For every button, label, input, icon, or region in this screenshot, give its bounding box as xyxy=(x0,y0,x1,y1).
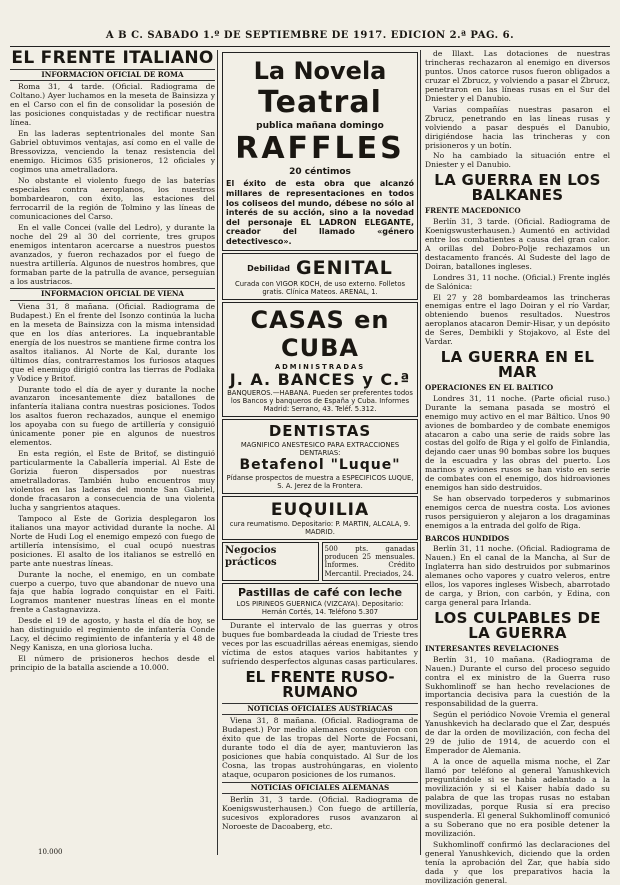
article-paragraph: Durante el intervalo de las guerras y otros buques fue bombardeada la ciudad de Trieste tres veces por las escuadrillas aéreas enemigas, siendo víctima de estos ataques varios habitantes y sufriendo desperfectos algunas casas particulares. xyxy=(222,620,419,666)
article-paragraph: Berlín 31, 3 tarde. (Oficial. Radiograma de Koenigswusterhausen.) Aumentó en actividad entre los combatientes a causa del gran calor. A orillas del Dobro-Polje rechazamos un destacamento francés. Al Sudeste del lago de Doiran, batallones ingleses. xyxy=(425,216,610,271)
article-paragraph: A la once de aquella misma noche, el Zar llamó por teléfono al general Yanushkevich preguntándole si se había adelantado a la movilización y si el Kaiser había dado su palabra de que las tropas rusas no estaban movilizadas, porque Rusia sí era preciso suspenderla. El general Sukhomlinoff comunicó a su Soberano que no era posible detener la movilización. xyxy=(425,757,610,838)
ad-dentistas xyxy=(222,419,418,493)
headline-balkans: LA GUERRA EN LOS BALKANES xyxy=(434,171,601,205)
article-paragraph: Durante todo el día de ayer y durante la noche avanzaron incesantemente diez batallones de infantería italiana contra nuestras posiciones. Todos los asaltos fueron rechazados, aunque el enemigo los apoyaba con su fuego de artillería y consiguió únicamente poner pie en algunos de nuestros elementos. xyxy=(10,384,215,448)
article-paragraph: Londres 31, 11 noche. (Parte oficial ruso.) Durante la semana pasada se mostró el enemigo muy activo en el mar Báltico. Unos 90 aviones de bombardeo y de combate enemigos atacaron a cabo una serie de raids sobre las costas del golfo de Riga y el golfo de Finlandia, dejando caer unas 90 bombas sobre los buques de la escuadra y las obras del puerto. Los marinos y aviones rusos se han visto en serie de combates con el enemigo, dos hidroaviones enemigos han sido destruidos. xyxy=(425,393,610,493)
ad-genital-left: Debilidad xyxy=(247,263,291,273)
ad-genital-text: Curada con VIGOR KOCH, de uso externo. Folletos gratis. Clínica Mateos. ARENAL, 1. xyxy=(234,279,406,296)
ad-dent-title: DENTISTAS xyxy=(268,422,372,441)
ad-pas-text: LOS PIRINEOS GUERNICA (VIZCAYA). Depositario: Hernán Cortés, 14. Teléfono 5.307 xyxy=(236,599,404,616)
article-paragraph: Durante la noche, el enemigo, en un combate cuerpo a cuerpo, tuvo que abandonar de nuevo una faja que había logrado conquistar en el Faiti. Logramos mantener nuestras líneas en el monte frente a Castagnavizza. xyxy=(10,569,215,615)
headline-sea-war: LA GUERRA EN EL MAR xyxy=(440,348,595,382)
article-paragraph: Sukhomlinoff confirmó las declaraciones del general Yanushkevich, diciendo que la orden tenía la aprobación del Zar, que había sido dada y que los preparativos hacia la movilización general. xyxy=(425,839,610,885)
ad-neg-title: Negocios prácticos xyxy=(225,544,277,568)
article-paragraph: Según el periódico Novoie Vremia el general Yanushkevich ha declarado que el Zar, después de dar la orden de movilización, con fecha del 29 de julio de 1914, de acuerdo con el Emperador de Alemania. xyxy=(425,710,610,756)
article-paragraph: Desde el 19 de agosto, y hasta el día de hoy, se han distinguido el regimiento de infantería Conde Lacy, el décimo regimiento de infantería y el 48 de Negy Kanisza, en una gloriosa lucha. xyxy=(10,616,215,653)
ad-negocios xyxy=(222,542,418,581)
subhead-revelations: INTERESANTES REVELACIONES xyxy=(425,644,559,654)
ad-novela-raffles: RAFFLES xyxy=(235,131,405,167)
article-paragraph: El número de prisioneros hechos desde el principio de la batalla asciende a 10.000. xyxy=(10,654,215,673)
ad-cuba-text: BANQUEROS.—HABANA. Pueden ser preferentes todos los Bancos y banqueros de España y Cuba. Informes Madrid: Serrano, 43. Teléf. 5.312. xyxy=(227,389,413,414)
article-paragraph: Berlín 31, 10 mañana. (Radiograma de Nauen.) Durante el curso del proceso seguido contra el ex ministro de la Guerra ruso Sukhomlinoff se han hecho revelaciones de importancia decisiva para la cuestión de la responsabilidad de la guerra. xyxy=(425,654,610,709)
headline-culprits: LOS CULPABLES DE LA GUERRA xyxy=(434,609,601,643)
ad-neg-title-box xyxy=(222,542,319,581)
ad-euq-title: EUQUILIA xyxy=(270,499,370,520)
article-paragraph: Berlín 31, 3 tarde. (Oficial. Radiograma de Koenigswusterhausen.) Con fuego de artillería, sucesivos exploradores rusos avanzaron al Noroeste de Dacoaberg, etc. xyxy=(222,795,418,832)
subhead-sunk-ships: BARCOS HUNDIDOS xyxy=(425,534,510,543)
article-paragraph: En el valle Concei (valle del Ledro), y durante la noche del 29 al 30 del corriente, tres grupos enemigos intentaron acercarse a nuestros puestos avanzados, y fueron rechazados por el fuego de nuestra artillería. Algunos de nuestros hombres, que formaban parte de la patrulla de avance, perseguían a los austriacos. xyxy=(10,222,215,286)
subhead-austrian: NOTICIAS OFICIALES AUSTRIACAS xyxy=(222,703,418,715)
column-ads xyxy=(222,50,418,855)
ad-dent-brand: Betafenol "Luque" xyxy=(239,457,401,474)
ad-euq-text: cura reumatismo. Depositario: P. MARTIN, ALCALA, 9. MADRID. xyxy=(229,519,411,536)
column-rule xyxy=(420,50,421,855)
ad-genital xyxy=(222,253,418,299)
subhead-baltic: OPERACIONES EN EL BALTICO xyxy=(425,383,554,393)
ad-pastillas xyxy=(222,583,418,620)
subhead-macedonian: FRENTE MACEDONICO xyxy=(425,206,521,216)
article-paragraph: Berlín 31, 11 noche. (Oficial. Radiograma de Nauen.) En el canal de la Mancha, al Sur de Inglaterra han sido destruidos por submarinos alemanes ocho vapores y cuatro veleros, entre ellos, los vapores ingleses Wisbech, abarrotado de carga, y Brion, con carbón, y Edina, con carga general para Irlanda. xyxy=(425,544,610,608)
ad-casas-cuba xyxy=(222,302,418,418)
ad-cuba-admin: ADMINISTRADAS xyxy=(274,362,366,371)
article-paragraph: de Illaxt. Las dotaciones de nuestras trincheras rechazaron al enemigo en diversos puntos. Unos catorce rusos fueron obligados a cruzar el Zbrucz, y volviendo a pasar el Zbrucz, penetraron en las líneas rusas en el Sur del Dniester y el Danubio. xyxy=(425,49,610,103)
ad-dent-text2: Pídanse prospectos de muestra a ESPECIFICOS LUQUE, S. A. Jerez de la Frontera. xyxy=(226,473,414,490)
article-paragraph: Tampoco al Este de Gorizia desplegaron los italianos una mayor actividad durante la noche. Al Norte de Hudi Log el enemigo empezó con fuego de artillería intensísimo, el cual ocupó nuestras posiciones. El asalto de los italianos se estrelló en parte ante nuestras líneas. xyxy=(10,513,215,568)
subhead-vienna: INFORMACION OFICIAL DE VIENA xyxy=(10,288,215,300)
article-paragraph: No obstante el violento fuego de las baterías especiales contra aeroplanos, los nuestros bombardearon, con éxito, las estaciones del ferrocarril de la región de Tolmino y las líneas de comunicaciones del Carso. xyxy=(10,176,215,221)
ad-genital-title: GENITAL xyxy=(296,257,393,280)
ad-novela-price: 20 céntimos xyxy=(289,166,351,177)
ad-novela-text: El éxito de esta obra que alcanzó millares de representaciones en todos los coliseos del mundo, débese no sólo al interés de su acción, sino a la novedad del personaje EL LADRON ELEGANTE, creador del llamado «género detectivesco». xyxy=(226,179,414,246)
article-paragraph: En esta región, el Este de Britof, se distinguió particularmente la Caballería imperial. Al Este de Gorizia fueron dispersados por nuestras ametralladoras. También hubo encuentros muy violentos en las laderas del monte San Gabriel, donde fracasaron a consecuencia de una violenta lucha y sangrientos ataques. xyxy=(10,449,215,512)
ad-cuba-title: CASAS en CUBA xyxy=(250,305,390,363)
article-paragraph: En las laderas septentrionales del monte San Gabriel obtuvimos ventajas, así como en el valle de Bressovizza, venciendo la tenaz resistencia del enemigo. Hicimos 635 prisioneros, 12 oficiales y cogimos una ametralladora. xyxy=(10,129,215,175)
column-rule xyxy=(217,50,218,855)
ad-euquilia xyxy=(222,496,418,540)
ad-neg-text: 500 pts. ganadas producen 25 mensuales. Informes. Crédito Mercantil. Preciados, 24. xyxy=(322,542,419,581)
headline-russian-front: EL FRENTE RUSO-RUMANO xyxy=(245,667,395,701)
subhead-german: NOTICIAS OFICIALES ALEMANAS xyxy=(222,782,418,794)
subhead-rome: INFORMACION OFICIAL DE ROMA xyxy=(10,69,215,81)
article-paragraph: Se han observado torpederos y submarinos enemigos cerca de nuestra costa. Los aviones rusos persiguieron y alejaron a los dragaminas enemigos a la entrada del golfo de Riga. xyxy=(425,494,610,531)
ad-pas-title: Pastillas de café con leche xyxy=(237,585,403,599)
article-paragraph: Roma 31, 4 tarde. (Oficial. Radiograma de Coltano.) Ayer luchamos en la meseta de Bainsizza y en el Carso con el fin de consolidar la posesión de las posiciones conquistadas y de rectificar nuestra línea. xyxy=(10,82,215,128)
article-paragraph: Viena 31, 8 mañana. (Oficial. Radiograma de Budapest.) En el frente del Isonzo continúa la lucha en la meseta de Bainsizza con la misma intensidad que en los días anteriores. La inquebrantable energía de los nuestros se mantiene firme contra los asaltos italianos. Al Norte de Kal, durante los últimos días, contrarrestamos los furiosos ataques que el enemigo dirigió contra las tierras de Podlaka y Vodice y Britof. xyxy=(10,301,215,383)
ad-novela-sub: publica mañana domingo xyxy=(256,120,384,131)
ad-dent-text: MAGNIFICO ANESTESICO PARA EXTRACCIONES DENTARIAS: xyxy=(240,441,400,458)
article-paragraph: El 27 y 28 bombardeamos las trincheras enemigas entre el lago Doiran y el río Vardar, obteniendo buenos resultados. Nuestros aeroplanos atacaron Demir-Hisar, y un depósito de Seres, Dembikli y Stojakovo, al Este del Vardar. xyxy=(425,292,610,347)
ad-la-novela-teatral xyxy=(222,52,418,251)
masthead: A B C. SABADO 1.º DE SEPTIEMBRE DE 1917. EDICION 2.ª PAG. 6. xyxy=(10,30,610,47)
column-italian-front xyxy=(10,50,215,855)
ad-novela-title2: Teatral xyxy=(258,85,382,121)
article-paragraph: Londres 31, 11 noche. (Oficial.) Frente inglés de Salónica: xyxy=(425,272,610,291)
tail-number: 10.000 xyxy=(38,848,63,856)
headline-italian-front: EL FRENTE ITALIANO xyxy=(11,48,214,68)
article-paragraph: No ha cambiado la situación entre el Dniester y el Danubio. xyxy=(425,151,610,170)
column-balkans-sea xyxy=(425,49,610,885)
article-paragraph: Viena 31, 8 mañana. (Oficial. Radiograma de Budapest.) Por medio alemanes consiguieron con éxito que de las tropas del Norte de Focsani, durante todo el día de ayer, mantuvieron las posiciones que había conquistado. Al Sur de los Cosna, las tropas austrohúngaras, en violento ataque, ocuparon posiciones de los rumanos. xyxy=(222,716,418,779)
ad-cuba-name: J. A. BANCES y C.ª xyxy=(229,369,411,389)
ad-novela-title: La Novela xyxy=(253,57,387,85)
article-paragraph: Varias compañías nuestras pasaron el Zbrucz, penetrando en las líneas rusas y volviendo a pasar después el Danubio, dirigiéndose hacia las trincheras y con prisioneros y un botín. xyxy=(425,104,610,150)
